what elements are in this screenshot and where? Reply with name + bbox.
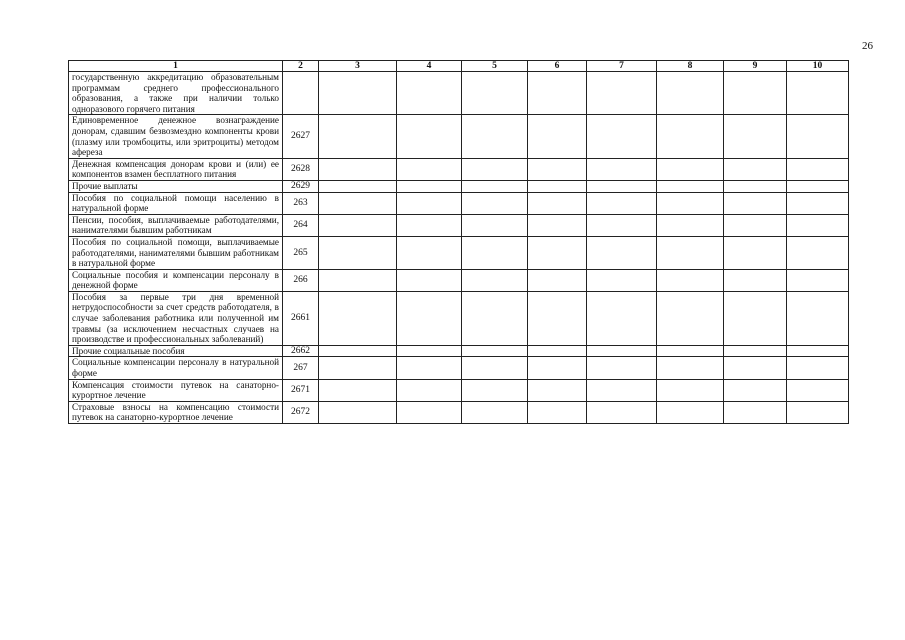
empty-cell — [397, 379, 462, 401]
empty-cell — [319, 379, 397, 401]
empty-cell — [587, 379, 657, 401]
empty-cell — [587, 192, 657, 214]
row-code: 267 — [283, 357, 319, 379]
row-description: Пособия за первые три дня временной нетрудоспособности за счет средств работодателя, в случае заболевания работника или полученной им травмы (за исключением несчастных случаев на производстве и профессиональных заболеваний) — [69, 291, 283, 345]
empty-cell — [657, 214, 724, 236]
empty-cell — [528, 180, 587, 192]
column-header: 2 — [283, 61, 319, 72]
empty-cell — [462, 269, 528, 291]
empty-cell — [657, 180, 724, 192]
empty-cell — [462, 357, 528, 379]
empty-cell — [657, 357, 724, 379]
empty-cell — [724, 214, 787, 236]
empty-cell — [724, 345, 787, 357]
row-code: 266 — [283, 269, 319, 291]
empty-cell — [657, 401, 724, 423]
empty-cell — [397, 180, 462, 192]
empty-cell — [319, 180, 397, 192]
row-code: 263 — [283, 192, 319, 214]
empty-cell — [462, 72, 528, 115]
empty-cell — [657, 269, 724, 291]
empty-cell — [724, 401, 787, 423]
empty-cell — [462, 158, 528, 180]
empty-cell — [587, 158, 657, 180]
row-description: Единовременное денежное вознаграждение донорам, сдавшим безвозмездно компоненты крови (плазму или тромбоциты, или эритроциты) методом афереза — [69, 115, 283, 158]
empty-cell — [587, 345, 657, 357]
row-description: Пособия по социальной помощи населению в натуральной форме — [69, 192, 283, 214]
empty-cell — [462, 379, 528, 401]
empty-cell — [787, 357, 849, 379]
empty-cell — [787, 115, 849, 158]
empty-cell — [397, 291, 462, 345]
empty-cell — [787, 291, 849, 345]
empty-cell — [724, 192, 787, 214]
empty-cell — [787, 214, 849, 236]
empty-cell — [724, 357, 787, 379]
column-header: 6 — [528, 61, 587, 72]
empty-cell — [724, 72, 787, 115]
empty-cell — [657, 236, 724, 269]
empty-cell — [319, 214, 397, 236]
table-row — [69, 291, 849, 345]
empty-cell — [462, 192, 528, 214]
empty-cell — [319, 357, 397, 379]
row-description: Пенсии, пособия, выплачиваемые работодателями, нанимателями бывшим работникам — [69, 214, 283, 236]
empty-cell — [528, 345, 587, 357]
empty-cell — [587, 236, 657, 269]
empty-cell — [397, 192, 462, 214]
table-row — [69, 115, 849, 158]
empty-cell — [787, 72, 849, 115]
empty-cell — [528, 72, 587, 115]
table-row — [69, 236, 849, 269]
empty-cell — [787, 192, 849, 214]
table-row — [69, 214, 849, 236]
empty-cell — [724, 115, 787, 158]
row-code: 2661 — [283, 291, 319, 345]
table-row — [69, 357, 849, 379]
table-row — [69, 269, 849, 291]
empty-cell — [587, 291, 657, 345]
empty-cell — [724, 291, 787, 345]
row-description: Страховые взносы на компенсацию стоимости путевок на санаторно-курортное лечение — [69, 401, 283, 423]
empty-cell — [528, 115, 587, 158]
row-description: Денежная компенсация донорам крови и (или) ее компонентов взамен бесплатного питания — [69, 158, 283, 180]
row-code: 2662 — [283, 345, 319, 357]
empty-cell — [319, 345, 397, 357]
row-code: 2629 — [283, 180, 319, 192]
empty-cell — [397, 214, 462, 236]
empty-cell — [787, 379, 849, 401]
column-header: 10 — [787, 61, 849, 72]
header-row — [69, 61, 849, 72]
column-header: 7 — [587, 61, 657, 72]
empty-cell — [462, 236, 528, 269]
table-row — [69, 180, 849, 192]
column-header: 1 — [69, 61, 283, 72]
empty-cell — [319, 158, 397, 180]
row-description: Прочие социальные пособия — [69, 345, 283, 357]
empty-cell — [397, 158, 462, 180]
empty-cell — [528, 291, 587, 345]
empty-cell — [397, 236, 462, 269]
empty-cell — [787, 158, 849, 180]
table-row — [69, 158, 849, 180]
empty-cell — [657, 379, 724, 401]
empty-cell — [657, 72, 724, 115]
row-description: Пособия по социальной помощи, выплачиваемые работодателями, нанимателями бывшим работникам в натуральной форме — [69, 236, 283, 269]
empty-cell — [724, 158, 787, 180]
empty-cell — [319, 115, 397, 158]
empty-cell — [657, 345, 724, 357]
row-code: 2672 — [283, 401, 319, 423]
empty-cell — [724, 379, 787, 401]
empty-cell — [319, 291, 397, 345]
empty-cell — [787, 236, 849, 269]
empty-cell — [528, 357, 587, 379]
empty-cell — [657, 115, 724, 158]
row-code: 2627 — [283, 115, 319, 158]
row-description: Компенсация стоимости путевок на санаторно-курортное лечение — [69, 379, 283, 401]
empty-cell — [724, 180, 787, 192]
column-header: 4 — [397, 61, 462, 72]
row-code: 2671 — [283, 379, 319, 401]
row-code: 264 — [283, 214, 319, 236]
empty-cell — [587, 214, 657, 236]
empty-cell — [787, 180, 849, 192]
table-row — [69, 192, 849, 214]
column-header: 9 — [724, 61, 787, 72]
empty-cell — [397, 269, 462, 291]
row-description: Социальные пособия и компенсации персоналу в денежной форме — [69, 269, 283, 291]
empty-cell — [397, 345, 462, 357]
empty-cell — [319, 72, 397, 115]
empty-cell — [528, 236, 587, 269]
empty-cell — [587, 115, 657, 158]
empty-cell — [462, 180, 528, 192]
empty-cell — [462, 401, 528, 423]
page-number: 26 — [862, 40, 873, 52]
empty-cell — [787, 345, 849, 357]
column-header: 8 — [657, 61, 724, 72]
empty-cell — [462, 115, 528, 158]
table-body — [69, 72, 849, 424]
column-header: 5 — [462, 61, 528, 72]
empty-cell — [397, 115, 462, 158]
empty-cell — [319, 236, 397, 269]
empty-cell — [587, 180, 657, 192]
empty-cell — [787, 269, 849, 291]
empty-cell — [528, 192, 587, 214]
empty-cell — [462, 214, 528, 236]
empty-cell — [397, 357, 462, 379]
empty-cell — [587, 401, 657, 423]
empty-cell — [724, 236, 787, 269]
empty-cell — [462, 291, 528, 345]
empty-cell — [528, 379, 587, 401]
row-code: 2628 — [283, 158, 319, 180]
table-row — [69, 401, 849, 423]
empty-cell — [528, 158, 587, 180]
empty-cell — [657, 291, 724, 345]
empty-cell — [397, 72, 462, 115]
row-description: государственную аккредитацию образовательным программам среднего профессионального образования, а также при наличии только одноразового горячего питания — [69, 72, 283, 115]
empty-cell — [657, 158, 724, 180]
empty-cell — [528, 214, 587, 236]
empty-cell — [319, 192, 397, 214]
empty-cell — [587, 72, 657, 115]
empty-cell — [319, 269, 397, 291]
row-code — [283, 72, 319, 115]
column-header: 3 — [319, 61, 397, 72]
table-row — [69, 379, 849, 401]
empty-cell — [587, 269, 657, 291]
empty-cell — [657, 192, 724, 214]
table-row — [69, 72, 849, 115]
empty-cell — [787, 401, 849, 423]
empty-cell — [319, 401, 397, 423]
empty-cell — [528, 401, 587, 423]
empty-cell — [397, 401, 462, 423]
classification-table — [68, 60, 849, 424]
empty-cell — [528, 269, 587, 291]
row-description: Социальные компенсации персоналу в натуральной форме — [69, 357, 283, 379]
empty-cell — [724, 269, 787, 291]
row-code: 265 — [283, 236, 319, 269]
empty-cell — [462, 345, 528, 357]
table-row — [69, 345, 849, 357]
row-description: Прочие выплаты — [69, 180, 283, 192]
empty-cell — [587, 357, 657, 379]
